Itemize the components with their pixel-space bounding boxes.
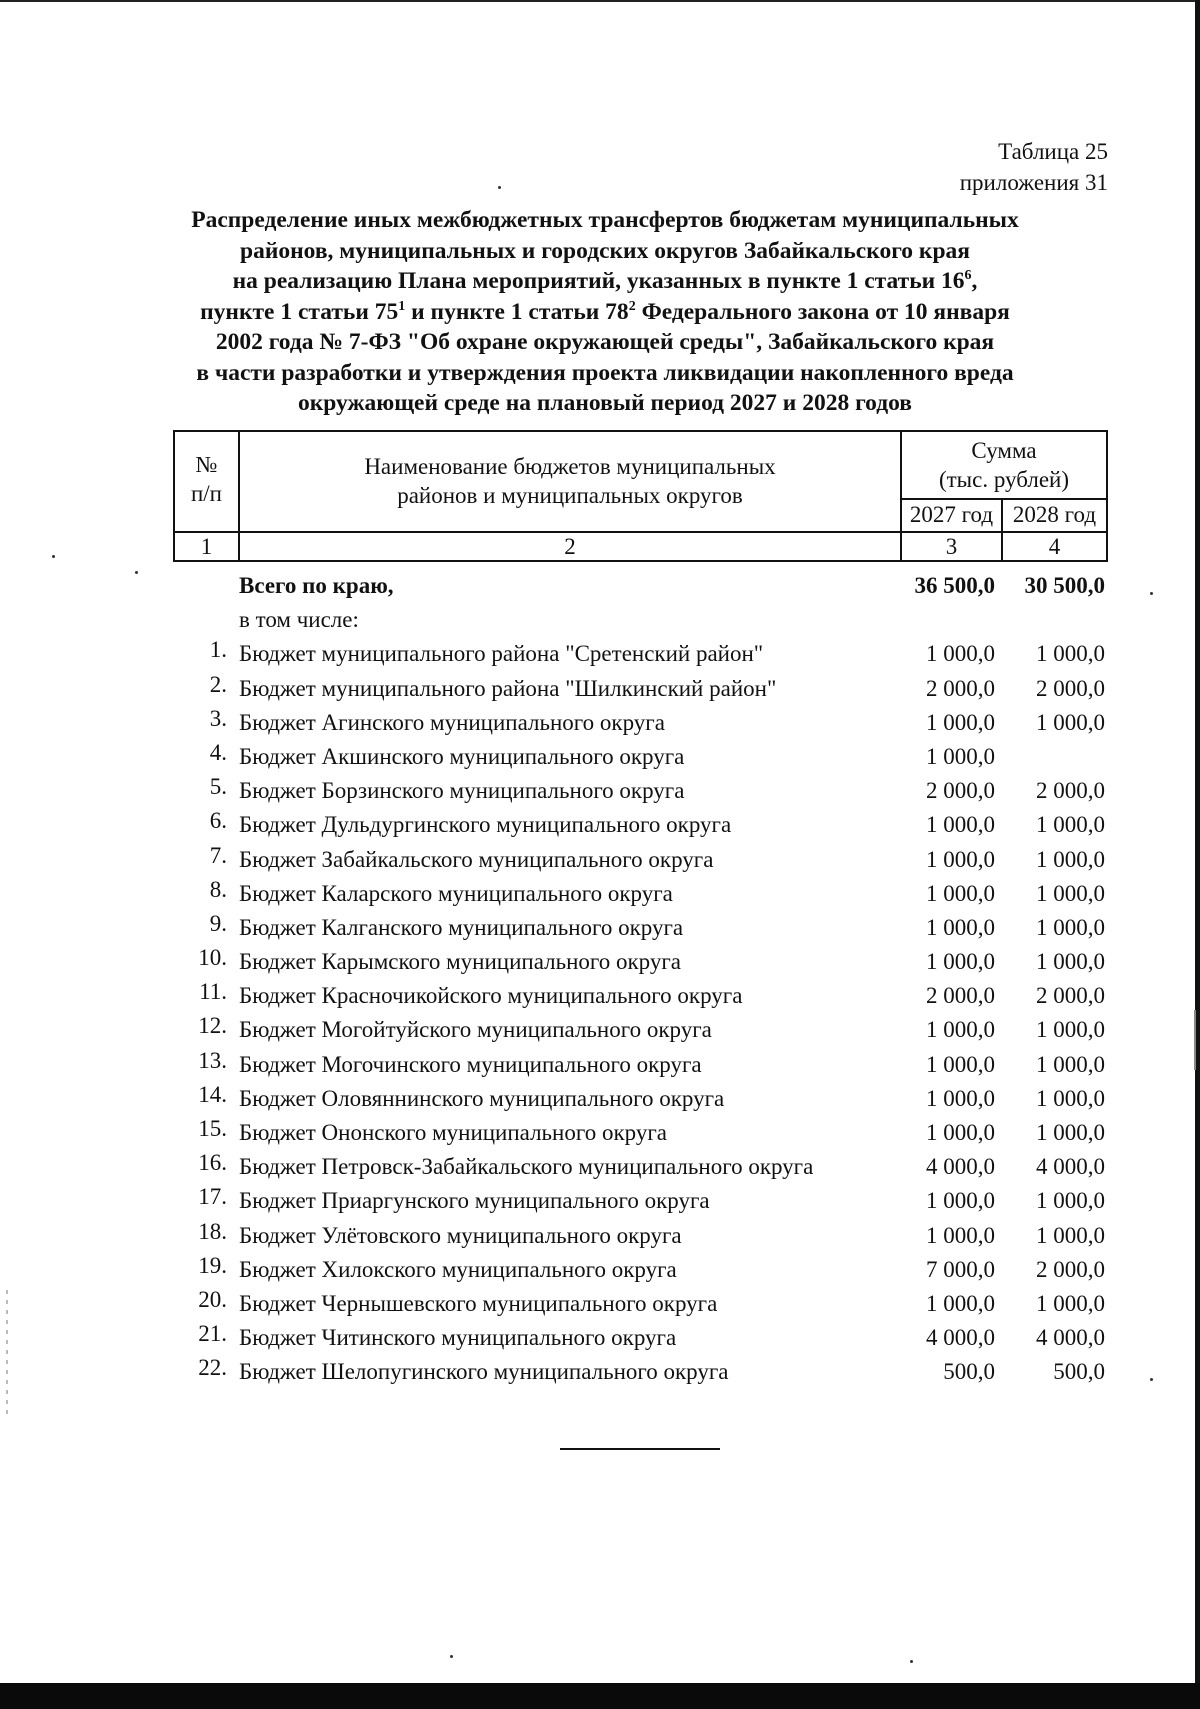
- amount-2027: 1 000,0: [926, 812, 995, 838]
- title-line: окружающей среде на плановый период 2027 и 2028 годов: [297, 390, 913, 416]
- subtotal-caption-row: [0, 602, 1200, 636]
- title-text: и пункте 1 статьи 78: [405, 298, 629, 325]
- amount-2027: 4 000,0: [926, 1325, 995, 1351]
- budget-name: Бюджет Ононского муниципального округа: [239, 1120, 667, 1145]
- scan-speck: [910, 1660, 913, 1663]
- budget-name: Бюджет Калганского муниципального округа: [239, 914, 684, 940]
- amount-2027: 1 000,0: [926, 846, 995, 872]
- amount-2028: 1 000,0: [1036, 1188, 1105, 1214]
- amount-2028: 1 000,0: [1036, 812, 1105, 838]
- table-header: [173, 430, 1108, 562]
- title-line: 2002 года № 7-ФЗ "Об охране окружающей среды", Забайкальского края: [215, 329, 995, 355]
- budget-name: Бюджет Каларского муниципального округа: [239, 880, 673, 906]
- scan-edge-top: [0, 0, 1200, 2]
- budget-row: [0, 944, 1200, 978]
- budget-name: Бюджет Шелопугинского муниципального округа: [239, 1359, 729, 1385]
- amount-2028: 1 000,0: [1036, 846, 1105, 872]
- amount-2028: 1 000,0: [1036, 1017, 1105, 1043]
- row-number: 18.: [198, 1218, 227, 1244]
- row-number: 14.: [198, 1081, 227, 1107]
- amount-2027: 1 000,0: [926, 709, 995, 735]
- budget-name: Бюджет Красночикойского муниципального округа: [239, 983, 743, 1009]
- amount-2028: 1 000,0: [1036, 880, 1105, 906]
- budget-name: Бюджет Могойтуйского муниципального округа: [239, 1017, 712, 1043]
- budget-name: Бюджет Приаргунского муниципального округа: [239, 1188, 710, 1214]
- budget-row: [0, 807, 1200, 841]
- amount-2028: 4 000,0: [1036, 1325, 1105, 1351]
- scan-speck: [1150, 1378, 1153, 1381]
- budget-name: Бюджет муниципального района "Шилкинский район": [239, 675, 777, 701]
- row-number: 9.: [209, 910, 227, 936]
- footnote-superscript: 6: [964, 268, 972, 284]
- amount-2027: 7 000,0: [926, 1256, 995, 1282]
- budget-row: [0, 739, 1200, 773]
- row-number: 11.: [199, 979, 227, 1005]
- amount-2028: 2 000,0: [1036, 1256, 1105, 1282]
- header-name-line: районов и муниципальных округов: [397, 483, 743, 508]
- header-sum: [902, 436, 1106, 494]
- amount-2027: 1 000,0: [926, 880, 995, 906]
- budget-name: Бюджет Оловяннинского муниципального округа: [239, 1085, 725, 1111]
- scan-speck: [450, 1655, 453, 1658]
- amount-2027: 1 000,0: [926, 1120, 995, 1145]
- budget-row: [0, 773, 1200, 807]
- budget-row: [0, 978, 1200, 1012]
- footnote-superscript: 1: [398, 298, 406, 314]
- amount-2027: 1 000,0: [926, 1051, 995, 1077]
- amount-2027: 1 000,0: [926, 1188, 995, 1214]
- amount-2028: 1 000,0: [1036, 709, 1105, 735]
- budget-row: [0, 636, 1200, 670]
- row-number: 8.: [209, 876, 227, 902]
- footnote-superscript: 2: [628, 298, 636, 314]
- total-2027: 36 500,0: [914, 573, 995, 598]
- amount-2028: 500,0: [1053, 1359, 1105, 1385]
- amount-2028: 1 000,0: [1036, 1085, 1105, 1111]
- budget-row: [0, 1252, 1200, 1286]
- amount-2027: 1 000,0: [926, 1222, 995, 1248]
- budget-row: [0, 842, 1200, 876]
- budget-row: [0, 1286, 1200, 1320]
- row-number: 19.: [198, 1252, 227, 1278]
- header-sum-label: Сумма: [971, 438, 1037, 463]
- row-number: 12.: [198, 1013, 227, 1039]
- row-number: 20.: [198, 1286, 227, 1312]
- budget-row: [0, 1320, 1200, 1354]
- row-number: 15.: [198, 1116, 227, 1141]
- header-sum-unit: (тыс. рублей): [938, 467, 1070, 492]
- budget-name: Бюджет Дульдургинского муниципального округа: [239, 812, 732, 838]
- row-number: 4.: [209, 739, 227, 765]
- document-title: [140, 205, 1070, 419]
- budget-row: [0, 910, 1200, 944]
- title-text: на реализацию Плана мероприятий, указанных в пункте 1 статьи 16: [232, 268, 965, 294]
- budget-rows: [0, 636, 1200, 1388]
- budget-name: Бюджет Читинского муниципального округа: [239, 1325, 677, 1351]
- budget-name: Бюджет Могочинского муниципального округа: [239, 1051, 702, 1077]
- row-number: 5.: [209, 774, 227, 800]
- row-number: 3.: [209, 705, 227, 731]
- amount-2028: 2 000,0: [1036, 983, 1105, 1009]
- amount-2027: 1 000,0: [926, 949, 995, 975]
- budget-name: Бюджет Карымского муниципального округа: [239, 949, 682, 975]
- scan-speck: [52, 555, 55, 558]
- row-number: 1.: [209, 637, 227, 663]
- total-row: [0, 568, 1200, 602]
- header-number-symbol: №: [195, 452, 218, 477]
- budget-row: [0, 1149, 1200, 1183]
- amount-2027: 1 000,0: [926, 743, 995, 769]
- total-label: Всего по краю,: [239, 573, 394, 598]
- amount-2027: 500,0: [943, 1359, 995, 1385]
- scan-edge-bottom: [0, 1683, 1200, 1709]
- amount-2027: 1 000,0: [926, 1085, 995, 1111]
- title-line: [140, 297, 1070, 328]
- title-text: ,: [971, 268, 978, 294]
- header-year-2028: 2028 год: [1012, 502, 1097, 527]
- budget-row: [0, 1047, 1200, 1081]
- budget-row: [0, 671, 1200, 705]
- budget-name: Бюджет муниципального района "Сретенский район": [239, 641, 764, 667]
- budget-row: [0, 1012, 1200, 1046]
- budget-name: Бюджет Улётовского муниципального округа: [239, 1222, 682, 1248]
- amount-2028: 1 000,0: [1036, 914, 1105, 940]
- row-number: 21.: [198, 1321, 227, 1347]
- amount-2028: 1 000,0: [1036, 949, 1105, 975]
- end-of-table-rule: [560, 1448, 720, 1450]
- scan-speck: [498, 186, 501, 189]
- title-line: в части разработки и утверждения проекта ликвидации накопленного вреда: [196, 359, 1014, 386]
- budget-row: [0, 705, 1200, 739]
- header-name-line: Наименование бюджетов муниципальных: [364, 454, 776, 479]
- amount-2027: 1 000,0: [926, 641, 995, 667]
- amount-2028: 2 000,0: [1036, 675, 1105, 701]
- column-number-4: 4: [1048, 534, 1061, 559]
- amount-2028: 1 000,0: [1036, 1120, 1105, 1145]
- title-line: районов, муниципальных и городских округов Забайкальского края: [240, 237, 970, 264]
- budget-row: [0, 1183, 1200, 1217]
- scan-speck: [135, 571, 138, 574]
- budget-row: [0, 876, 1200, 910]
- title-text: Федерального закона от 10 января: [635, 298, 1010, 325]
- amount-2027: 4 000,0: [926, 1154, 995, 1180]
- header-budget-name: [240, 452, 900, 510]
- column-number-3: 3: [945, 534, 958, 559]
- row-number: 16.: [198, 1150, 227, 1176]
- amount-2027: 1 000,0: [926, 1017, 995, 1043]
- scan-speck: [1150, 592, 1153, 595]
- amount-2027: 2 000,0: [926, 778, 995, 804]
- amount-2028: 4 000,0: [1036, 1154, 1105, 1180]
- budget-name: Бюджет Забайкальского муниципального округа: [239, 846, 714, 872]
- including-label: в том числе:: [239, 607, 359, 633]
- budget-name: Бюджет Чернышевского муниципального округа: [239, 1290, 718, 1316]
- caption-table-number: Таблица 25: [998, 139, 1108, 164]
- amount-2027: 2 000,0: [926, 983, 995, 1009]
- title-line: Распределение иных межбюджетных трансфертов бюджетам муниципальных: [191, 207, 1019, 233]
- budget-name: Бюджет Хилокского муниципального округа: [239, 1256, 677, 1282]
- row-number: 22.: [198, 1355, 227, 1381]
- title-line: [140, 266, 1070, 297]
- total-2028: 30 500,0: [1024, 573, 1105, 598]
- column-number-2: 2: [564, 534, 576, 559]
- budget-row: [0, 1081, 1200, 1115]
- row-number: 13.: [198, 1047, 227, 1073]
- row-number: 6.: [209, 808, 227, 834]
- row-number: 2.: [209, 671, 227, 697]
- budget-name: Бюджет Борзинского муниципального округа: [239, 778, 685, 804]
- header-year-2027: 2027 год: [909, 502, 994, 527]
- amount-2027: 1 000,0: [926, 1290, 995, 1316]
- caption-appendix: приложения 31: [959, 170, 1108, 195]
- table-body: [0, 568, 1200, 1389]
- amount-2027: 2 000,0: [926, 675, 995, 701]
- amount-2028: 1 000,0: [1036, 1051, 1105, 1077]
- amount-2028: 1 000,0: [1036, 1222, 1105, 1248]
- header-number: [175, 450, 238, 508]
- amount-2027: 1 000,0: [926, 914, 995, 940]
- row-number: 17.: [198, 1184, 227, 1210]
- table-caption: [960, 136, 1108, 198]
- row-number: 10.: [198, 945, 227, 971]
- budget-row: [0, 1218, 1200, 1252]
- amount-2028: 1 000,0: [1036, 1290, 1105, 1316]
- amount-2028: 1 000,0: [1036, 641, 1105, 667]
- title-text: пункте 1 статьи 75: [200, 298, 399, 325]
- budget-row: [0, 1354, 1200, 1388]
- budget-row: [0, 1115, 1200, 1149]
- budget-name: Бюджет Агинского муниципального округа: [239, 709, 665, 735]
- budget-name: Бюджет Петровск-Забайкальского муниципального округа: [239, 1154, 814, 1180]
- amount-2028: 2 000,0: [1036, 778, 1105, 804]
- header-number-abbr: п/п: [190, 481, 222, 506]
- budget-name: Бюджет Акшинского муниципального округа: [239, 743, 685, 769]
- column-number-1: 1: [200, 534, 213, 559]
- row-number: 7.: [209, 842, 227, 868]
